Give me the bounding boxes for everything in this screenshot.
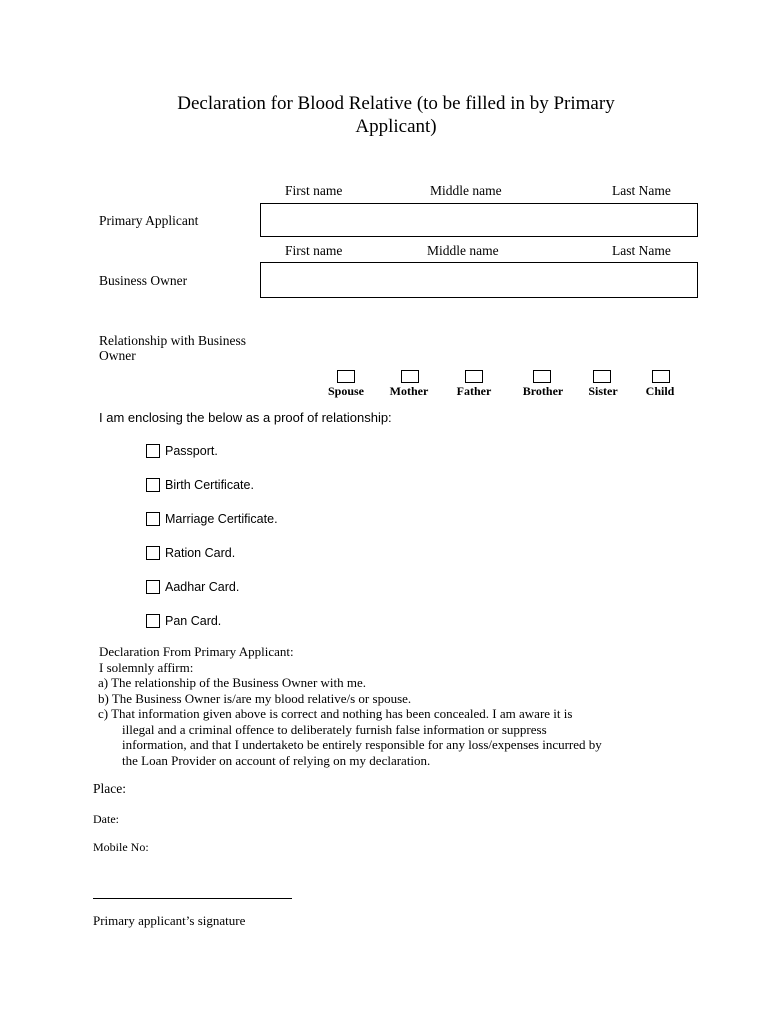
spouse-checkbox[interactable]	[337, 370, 355, 383]
page-title	[100, 92, 692, 138]
primary-applicant-label: Primary Applicant	[99, 213, 199, 228]
marriage-certificate-label: Marriage Certificate.	[165, 512, 278, 526]
relationship-label-line-2: Owner	[99, 348, 136, 363]
birth-certificate-checkbox[interactable]	[146, 478, 160, 492]
signature-line[interactable]	[93, 898, 292, 899]
proof-item-aadhar-card[interactable]	[146, 579, 239, 595]
brother-checkbox[interactable]	[533, 370, 551, 383]
signature-label: Primary applicant’s signature	[93, 913, 246, 928]
mother-checkbox[interactable]	[401, 370, 419, 383]
mobile-label: Mobile No:	[93, 840, 149, 854]
primary-applicant-name-field[interactable]	[260, 203, 698, 237]
child-label: Child	[645, 384, 675, 398]
mother-label: Mother	[389, 384, 429, 398]
proof-item-birth-certificate[interactable]	[146, 477, 254, 493]
proof-item-passport[interactable]	[146, 443, 218, 459]
proof-item-marriage-certificate[interactable]	[146, 511, 278, 527]
date-label: Date:	[93, 812, 119, 826]
brother-label: Brother	[522, 384, 564, 398]
business-owner-label: Business Owner	[99, 273, 188, 288]
ration-card-label: Ration Card.	[165, 546, 236, 560]
declaration-affirm: I solemnly affirm:	[99, 659, 194, 675]
proof-item-ration-card[interactable]	[146, 545, 235, 561]
relationship-label	[99, 333, 246, 363]
relationship-label-line-1: Relationship with Business	[99, 333, 247, 348]
father-checkbox[interactable]	[465, 370, 483, 383]
declaration-item-a: a) The relationship of the Business Owner with me.	[98, 675, 367, 690]
declaration-item-c-line-1: c) That information given above is correct and nothing has been concealed. I am aware it is	[98, 706, 573, 721]
proof-intro: I am enclosing the below as a proof of relationship:	[99, 410, 392, 425]
passport-checkbox[interactable]	[146, 444, 160, 458]
place-label: Place:	[93, 781, 126, 796]
proof-item-pan-card[interactable]	[146, 613, 221, 629]
sister-label: Sister	[588, 384, 618, 398]
birth-certificate-label: Birth Certificate.	[165, 478, 254, 492]
title-line-1: Declaration for Blood Relative (to be filled in by Primary	[177, 93, 615, 114]
declaration-heading: Declaration From Primary Applicant:	[99, 644, 294, 659]
ration-card-checkbox[interactable]	[146, 546, 160, 560]
business-owner-name-field[interactable]	[260, 262, 698, 298]
owner-middle-name-header: Middle name	[427, 243, 499, 258]
primary-first-name-header: First name	[285, 183, 343, 198]
owner-last-name-header: Last Name	[612, 243, 671, 258]
spouse-label: Spouse	[327, 384, 365, 398]
aadhar-card-label: Aadhar Card.	[165, 580, 240, 594]
primary-last-name-header: Last Name	[612, 183, 671, 198]
sister-checkbox[interactable]	[593, 370, 611, 383]
declaration-item-c-line-2: illegal and a criminal offence to deliberately furnish false information or suppress	[122, 721, 547, 737]
pan-card-label: Pan Card.	[165, 614, 222, 628]
declaration-item-b: b) The Business Owner is/are my blood relative/s or spouse.	[98, 690, 412, 706]
child-checkbox[interactable]	[652, 370, 670, 383]
title-line-2: Applicant)	[355, 116, 437, 137]
declaration-block	[99, 644, 602, 768]
passport-label: Passport.	[165, 444, 218, 458]
primary-middle-name-header: Middle name	[430, 183, 502, 198]
aadhar-card-checkbox[interactable]	[146, 580, 160, 594]
father-label: Father	[456, 384, 492, 398]
declaration-item-c-line-3: information, and that I undertaketo be entirely responsible for any loss/expenses incurred by	[122, 737, 602, 752]
pan-card-checkbox[interactable]	[146, 614, 160, 628]
declaration-item-c-line-4: the Loan Provider on account of relying on my declaration.	[122, 752, 431, 768]
owner-first-name-header: First name	[285, 243, 343, 258]
marriage-certificate-checkbox[interactable]	[146, 512, 160, 526]
